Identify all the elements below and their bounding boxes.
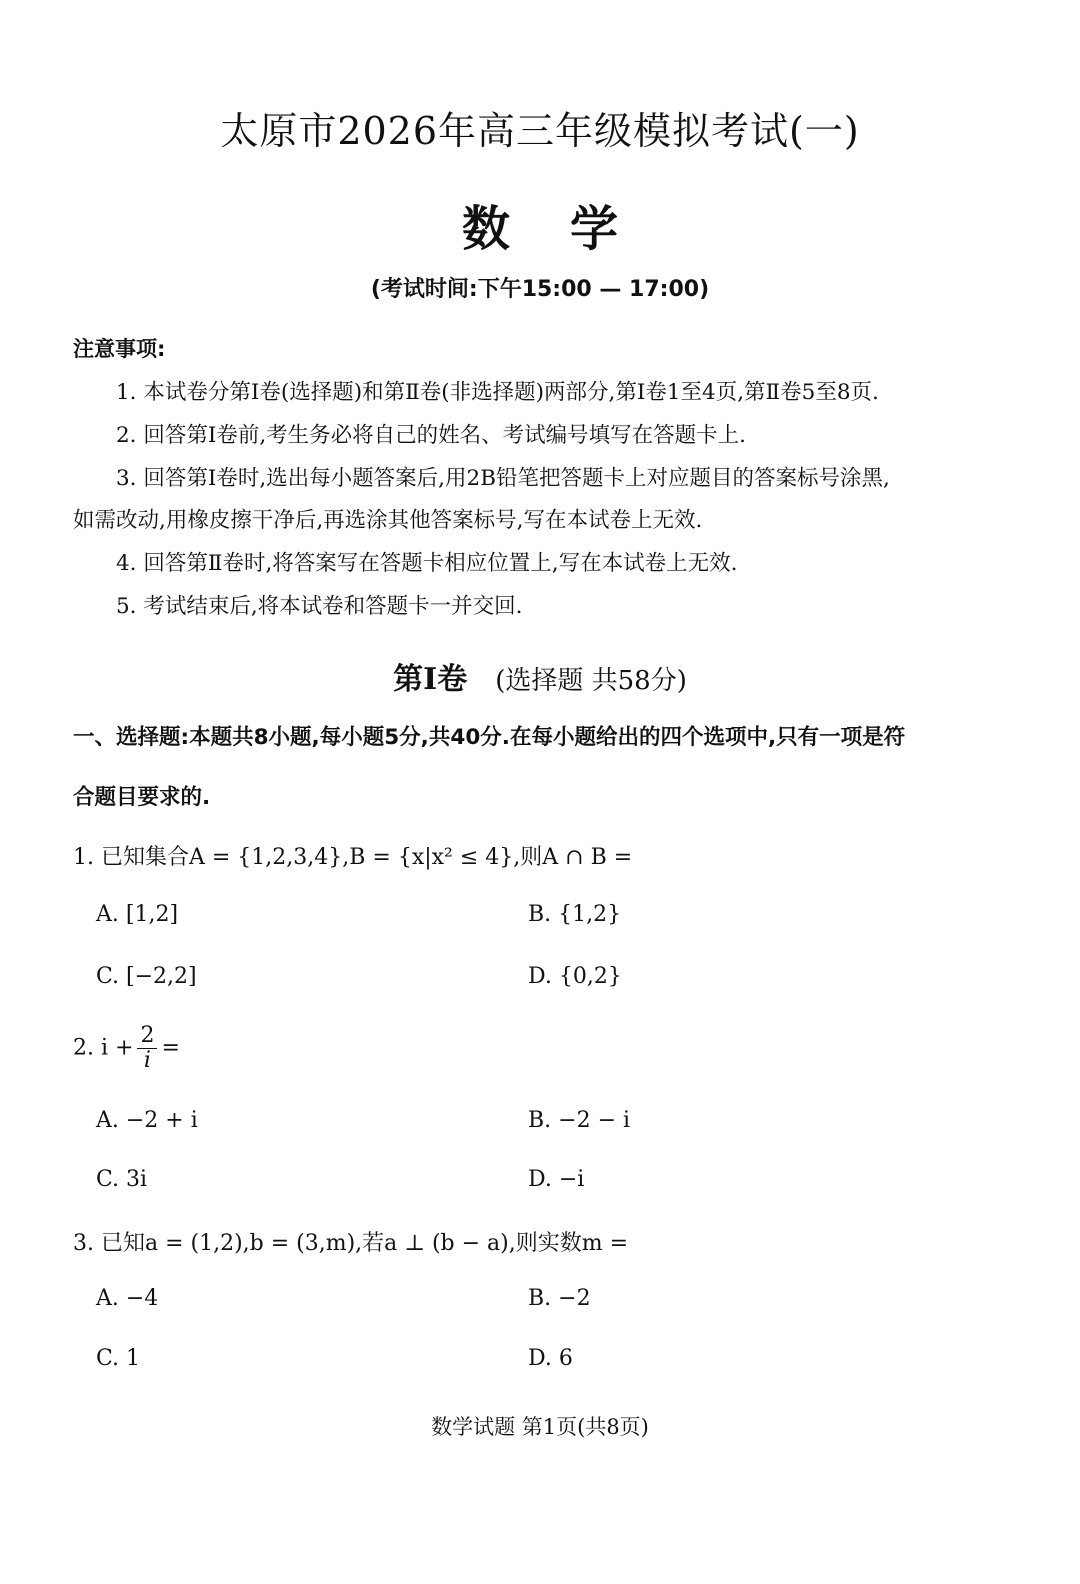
section-instructions-continuation: 合题目要求的. bbox=[73, 785, 211, 810]
question-3-option-d: D. 6 bbox=[528, 1346, 573, 1371]
question-1-option-d: D. {0,2} bbox=[528, 964, 622, 989]
notice-item: 5. 考试结束后,将本试卷和答题卡一并交回. bbox=[116, 594, 523, 619]
question-3-option-a: A. −4 bbox=[96, 1286, 159, 1311]
question-2-stem bbox=[73, 1024, 180, 1073]
page-footer: 数学试题 第1页(共8页) bbox=[431, 1415, 649, 1439]
exam-title: 太原市2026年高三年级模拟考试(一) bbox=[220, 109, 860, 153]
question-1-option-c: C. [−2,2] bbox=[96, 964, 197, 989]
question-1-option-b: B. {1,2} bbox=[528, 902, 622, 927]
question-3-option-b: B. −2 bbox=[528, 1286, 591, 1311]
question-2-option-a: A. −2 + i bbox=[96, 1108, 198, 1133]
question-2-option-c: C. 3i bbox=[96, 1167, 148, 1192]
notice-item: 2. 回答第Ⅰ卷前,考生务必将自己的姓名、考试编号填写在答题卡上. bbox=[116, 423, 747, 448]
question-2-option-d: D. −i bbox=[528, 1167, 585, 1192]
question-2-suffix: = bbox=[161, 1035, 180, 1061]
question-1-stem: 1. 已知集合A = {1,2,3,4},B = {x|x² ≤ 4},则A ∩ B = bbox=[73, 845, 633, 870]
fraction-numerator: 2 bbox=[137, 1024, 157, 1049]
subject-title: 数学 bbox=[461, 201, 678, 257]
question-2-option-b: B. −2 − i bbox=[528, 1108, 631, 1133]
part-title bbox=[0, 654, 1080, 698]
section-instructions: 一、选择题:本题共8小题,每小题5分,共40分.在每小题给出的四个选项中,只有一项是符 bbox=[73, 725, 906, 750]
part-name: 第Ⅰ卷 bbox=[393, 662, 468, 697]
notice-heading: 注意事项: bbox=[73, 337, 166, 361]
part-description: (选择题 共58分) bbox=[495, 666, 687, 696]
question-3-option-c: C. 1 bbox=[96, 1346, 141, 1371]
notice-item: 3. 回答第Ⅰ卷时,选出每小题答案后,用2B铅笔把答题卡上对应题目的答案标号涂黑, bbox=[116, 466, 890, 491]
notice-item: 1. 本试卷分第Ⅰ卷(选择题)和第Ⅱ卷(非选择题)两部分,第Ⅰ卷1至4页,第Ⅱ卷5至8页. bbox=[116, 380, 879, 405]
notice-item-continuation: 如需改动,用橡皮擦干净后,再选涂其他答案标号,写在本试卷上无效. bbox=[73, 508, 703, 533]
fraction bbox=[137, 1024, 157, 1073]
notice-item: 4. 回答第Ⅱ卷时,将答案写在答题卡相应位置上,写在本试卷上无效. bbox=[116, 551, 738, 576]
question-1-option-a: A. [1,2] bbox=[96, 902, 179, 927]
fraction-denominator: i bbox=[143, 1048, 151, 1073]
question-3-stem: 3. 已知a = (1,2),b = (3,m),若a ⊥ (b − a),则实数m = bbox=[73, 1231, 629, 1256]
exam-time: (考试时间:下午15:00 — 17:00) bbox=[370, 277, 710, 302]
question-2-prefix: 2. i + bbox=[73, 1035, 134, 1061]
